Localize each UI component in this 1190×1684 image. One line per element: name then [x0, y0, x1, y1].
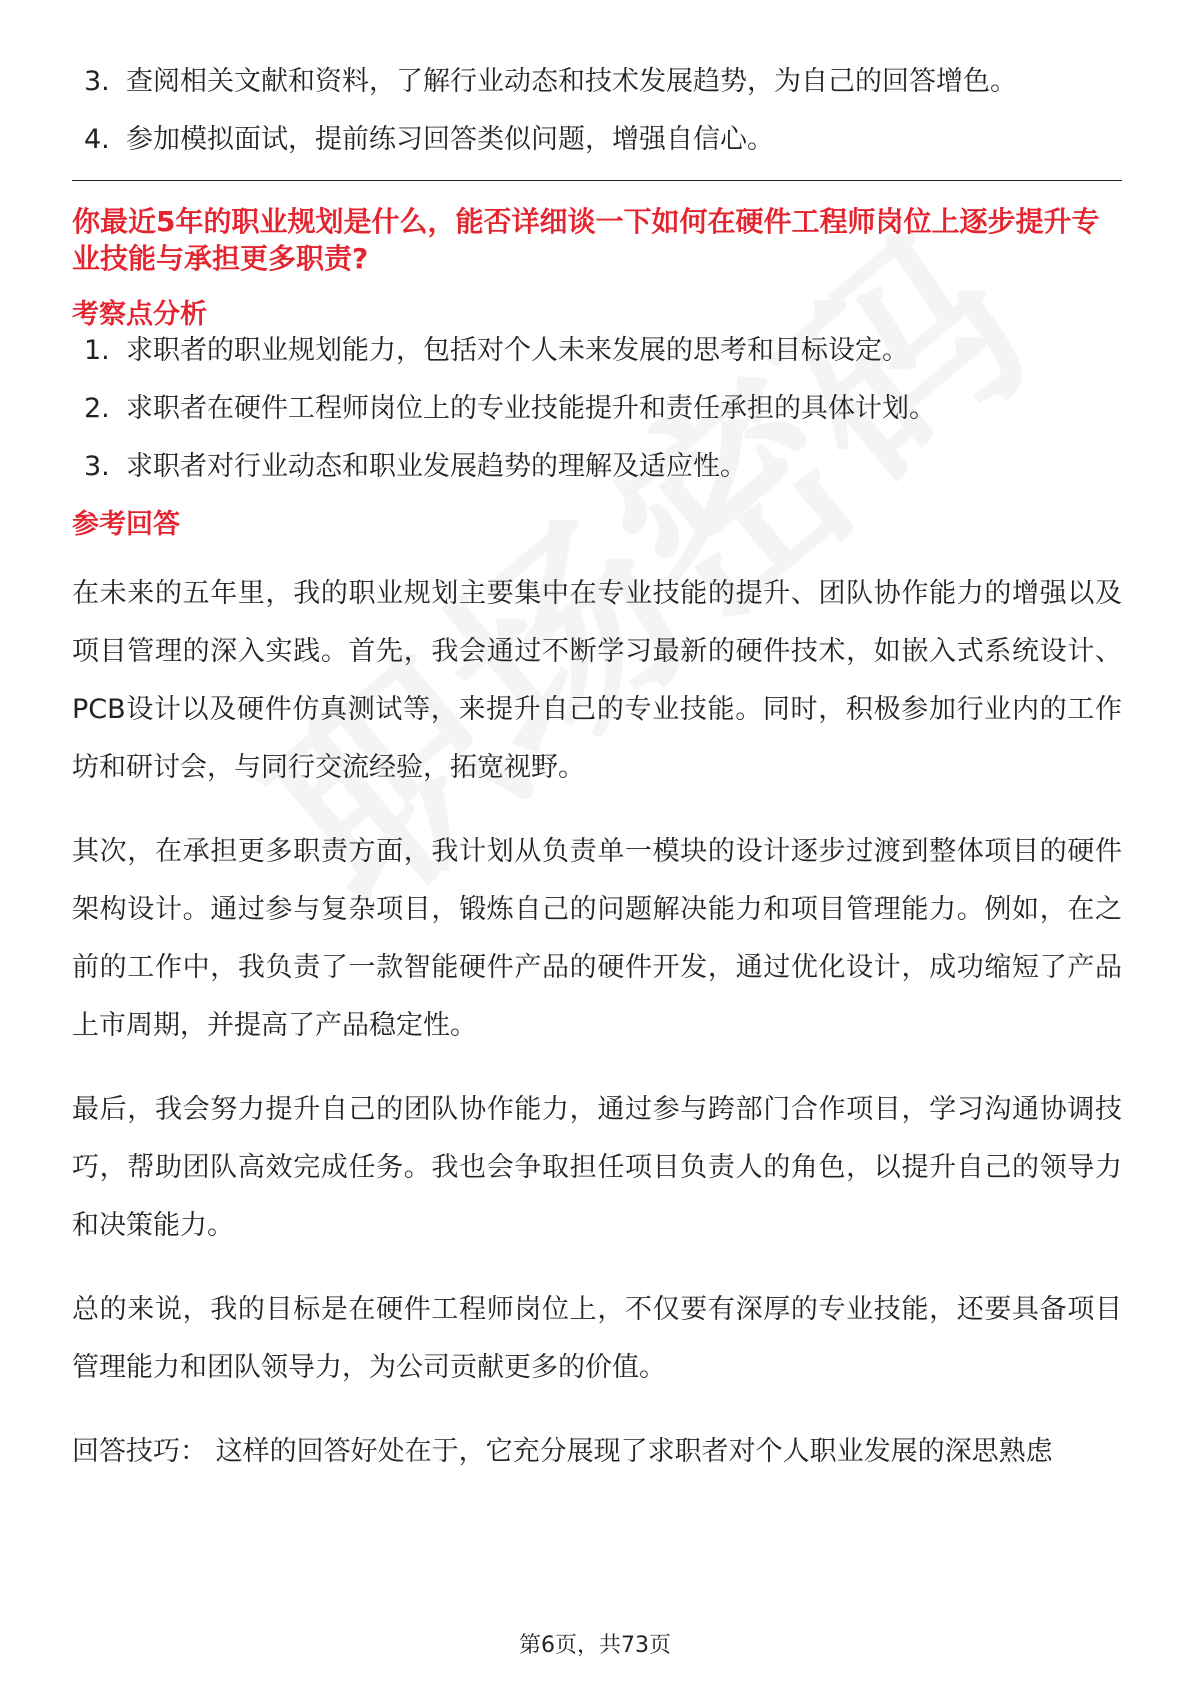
- answer-tips: 回答技巧： 这样的回答好处在于，它充分展现了求职者对个人职业发展的深思熟虑: [72, 1436, 1053, 1467]
- page-content: [72, 64, 1122, 1481]
- page-number-footer: 第6页，共73页: [519, 1633, 671, 1658]
- list-item-text: 求职者的职业规划能力，包括对个人未来发展的思考和目标设定。: [126, 335, 909, 366]
- list-item-number: 1.: [84, 335, 110, 366]
- analysis-heading: 考察点分析: [72, 299, 207, 330]
- list-item: [72, 333, 1122, 369]
- list-item-number: 3.: [84, 451, 110, 482]
- list-item-text: 求职者对行业动态和职业发展趋势的理解及适应性。: [126, 451, 747, 482]
- answer-paragraph: 最后，我会努力提升自己的团队协作能力，通过参与跨部门合作项目，学习沟通协调技巧，帮助团队高效完成任务。我也会争取担任项目负责人的角色，以提升自己的领导力和决策能力。: [72, 1094, 1122, 1241]
- answer-paragraph: 在未来的五年里，我的职业规划主要集中在专业技能的提升、团队协作能力的增强以及项目管理的深入实践。首先，我会通过不断学习最新的硬件技术，如嵌入式系统设计、PCB设计以及硬件仿真测试等，来提升自己的专业技能。同时，积极参加行业内的工作坊和研讨会，与同行交流经验，拓宽视野。: [72, 578, 1122, 783]
- analysis-list: [72, 333, 1122, 485]
- interview-question: 你最近5年的职业规划是什么，能否详细谈一下如何在硬件工程师岗位上逐步提升专业技能与承担更多职责?: [72, 205, 1100, 275]
- list-item: [72, 122, 1122, 158]
- list-item-number: 4.: [84, 124, 110, 155]
- list-item: [72, 449, 1122, 485]
- previous-tips-list: [72, 64, 1122, 158]
- list-item: [72, 391, 1122, 427]
- answer-paragraph: 总的来说，我的目标是在硬件工程师岗位上，不仅要有深厚的专业技能，还要具备项目管理能力和团队领导力，为公司贡献更多的价值。: [72, 1294, 1122, 1383]
- list-item-text: 参加模拟面试，提前练习回答类似问题，增强自信心。: [126, 124, 774, 155]
- list-item-number: 2.: [84, 393, 110, 424]
- answer-heading: 参考回答: [72, 509, 180, 540]
- section-divider: [72, 180, 1122, 181]
- list-item-text: 求职者在硬件工程师岗位上的专业技能提升和责任承担的具体计划。: [126, 393, 936, 424]
- list-item: [72, 64, 1122, 100]
- list-item-number: 3.: [84, 66, 110, 97]
- answer-paragraph: 其次，在承担更多职责方面，我计划从负责单一模块的设计逐步过渡到整体项目的硬件架构设计。通过参与复杂项目，锻炼自己的问题解决能力和项目管理能力。例如，在之前的工作中，我负责了一款智能硬件产品的硬件开发，通过优化设计，成功缩短了产品上市周期，并提高了产品稳定性。: [72, 836, 1122, 1041]
- list-item-text: 查阅相关文献和资料，了解行业动态和技术发展趋势，为自己的回答增色。: [126, 66, 1017, 97]
